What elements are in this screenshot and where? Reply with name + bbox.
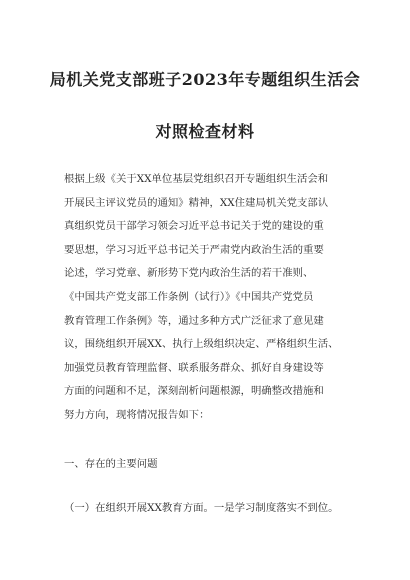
- body-line: 开展民主评议党员的通知》精神，XX住建局机关党支部认: [64, 196, 329, 209]
- body-line: 议，围绕组织开展XX、执行上级组织决定、严格组织生活、: [64, 338, 339, 351]
- document-title-line-1: 局机关党支部班子2023年专题组织生活会: [49, 70, 361, 89]
- body-line: 方面的问题和不足，深刻剖析问题根源，明确整改措施和: [64, 385, 324, 398]
- body-paragraph: [64, 168, 361, 428]
- body-line: 教育管理工作条例》等，通过多种方式广泛征求了意见建: [64, 314, 324, 327]
- subsection-line: （一）在组织开展XX教育方面。一是学习制度落实不到位。: [64, 502, 339, 514]
- body-line: 根据上级《关于XX单位基层党组织召开专题组织生活会和: [64, 173, 329, 185]
- body-line: 《中国共产党支部工作条例（试行）》《中国共产党党员: [64, 290, 314, 303]
- document-title-line-2: 对照检查材料: [155, 122, 255, 141]
- body-line: 论述，学习党章、新形势下党内政治生活的若干准则、: [64, 267, 314, 280]
- section-heading: 一、存在的主要问题: [64, 458, 158, 470]
- body-line: 加强党员教育管理监督、联系服务群众、抓好自身建设等: [64, 361, 324, 374]
- body-line: 要思想，学习习近平总书记关于严肃党内政治生活的重要: [64, 243, 324, 256]
- body-line: 真组织党员干部学习领会习近平总书记关于党的建设的重: [64, 220, 324, 233]
- body-line: 努力方向，现将情况报告如下：: [64, 408, 210, 421]
